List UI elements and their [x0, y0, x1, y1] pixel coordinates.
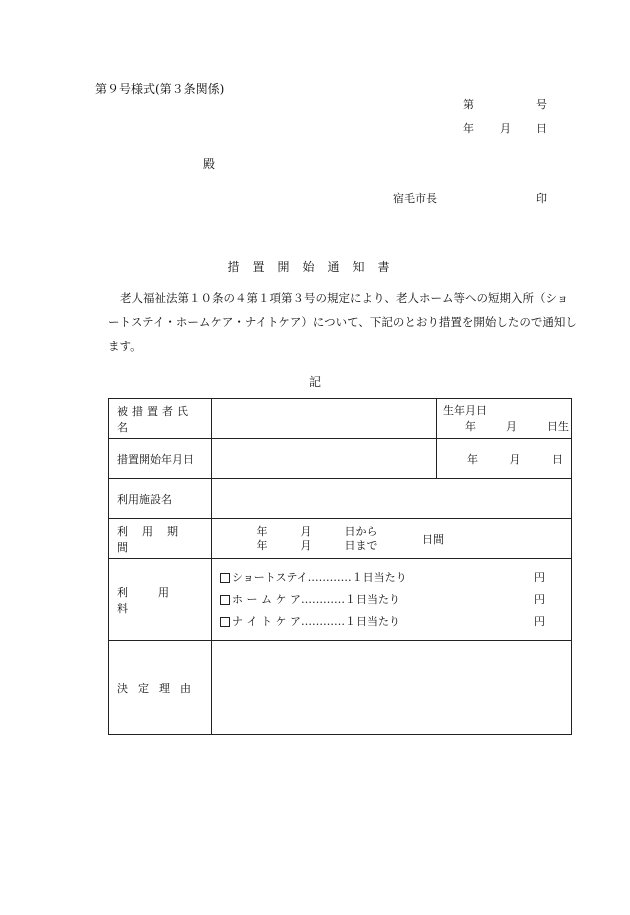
- period-from: 年 月 日から: [256, 524, 378, 538]
- doc-number-prefix: 第: [463, 98, 474, 111]
- fee-label: 利用料: [109, 559, 212, 641]
- checkbox-icon[interactable]: [220, 573, 230, 583]
- birth-year: 年: [465, 419, 476, 433]
- notice-table: [108, 398, 572, 735]
- checkbox-icon[interactable]: [220, 595, 230, 605]
- name-label: 被措置者氏名: [109, 399, 212, 439]
- facility-label: 利用施設名: [109, 479, 212, 519]
- addressee-honorific: 殿: [203, 157, 216, 171]
- table-row: [109, 641, 572, 735]
- start-day: 日: [552, 452, 563, 466]
- fee-unit: 円: [534, 570, 545, 584]
- start-date-cell[interactable]: [437, 439, 572, 479]
- reason-field[interactable]: [212, 641, 572, 735]
- fee-row[interactable]: [212, 611, 571, 633]
- form-number: 第９号様式(第３条関係): [95, 82, 225, 96]
- period-field[interactable]: [212, 519, 572, 559]
- name-field[interactable]: [212, 399, 437, 439]
- table-row: [109, 399, 572, 439]
- table-row: [109, 559, 572, 641]
- issuer: 宿毛市長: [393, 192, 437, 205]
- start-date-field[interactable]: [212, 439, 437, 479]
- facility-field[interactable]: [212, 479, 572, 519]
- date-year: 年: [463, 122, 474, 135]
- date-month: 月: [500, 122, 511, 135]
- fee-field: [212, 559, 572, 641]
- doc-number-suffix: 号: [536, 98, 547, 111]
- birth-day: 日生: [547, 419, 569, 433]
- date-day: 日: [536, 122, 547, 135]
- start-year: 年: [467, 452, 478, 466]
- period-to: 年 月 日まで: [256, 538, 378, 552]
- period-days: 日間: [422, 532, 444, 546]
- table-row: [109, 439, 572, 479]
- reason-label: 決定理由: [109, 641, 212, 735]
- ki-heading: 記: [308, 375, 321, 389]
- fee-row[interactable]: [212, 589, 571, 611]
- body-text: 老人福祉法第１０条の４第１項第３号の規定により、老人ホーム等への短期入所（ショートステイ・ホームケア・ナイトケア）について、下記のとおり措置を開始したので通知します。: [108, 291, 577, 353]
- start-month: 月: [509, 452, 521, 466]
- birth-cell[interactable]: [437, 399, 572, 439]
- table-row: [109, 519, 572, 559]
- seal-mark: 印: [536, 192, 547, 205]
- fee-item-label: ホ ー ム ケ ア…………１日当たり: [232, 592, 400, 606]
- period-label: 利用期間: [109, 519, 212, 559]
- checkbox-icon[interactable]: [220, 617, 230, 627]
- birth-month: 月: [506, 419, 517, 433]
- fee-row[interactable]: [212, 567, 571, 589]
- document-title: 措置開始通知書: [227, 260, 403, 274]
- fee-item-label: ナ イ ト ケ ア…………１日当たり: [232, 614, 400, 628]
- fee-unit: 円: [534, 614, 545, 628]
- table-row: [109, 479, 572, 519]
- start-label: 措置開始年月日: [109, 439, 212, 479]
- fee-item-label: ショートステイ…………１日当たり: [232, 570, 407, 584]
- birth-label: 生年月日: [443, 403, 487, 417]
- fee-unit: 円: [534, 592, 545, 606]
